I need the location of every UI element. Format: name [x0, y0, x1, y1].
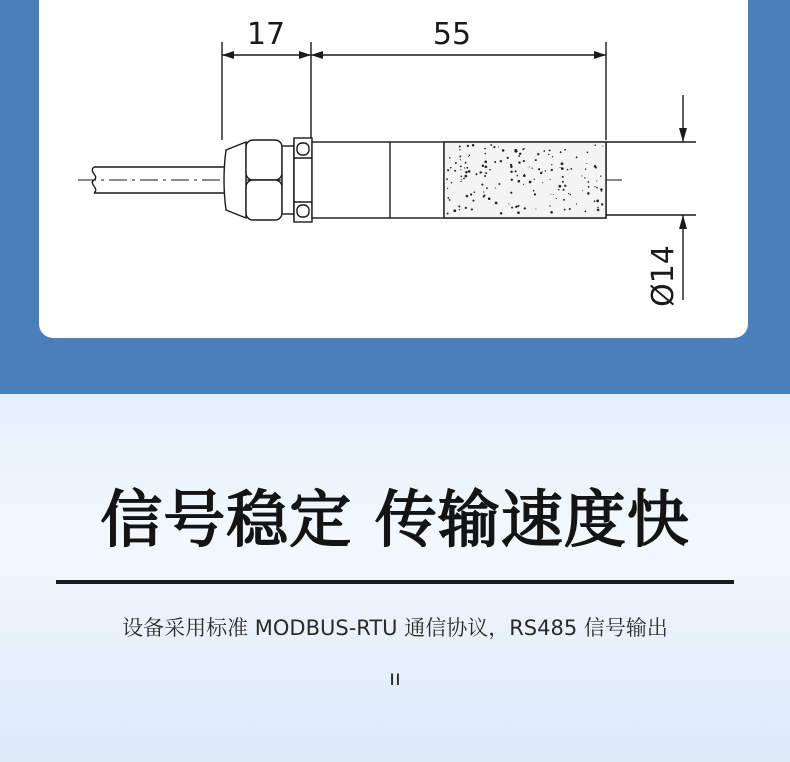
filter-speck — [510, 192, 512, 194]
filter-speck — [551, 169, 553, 171]
filter-speck — [460, 181, 461, 182]
filter-speck — [454, 170, 456, 172]
filter-speck — [535, 208, 536, 209]
filter-speck — [545, 170, 547, 172]
filter-speck — [464, 167, 465, 168]
filter-speck — [458, 205, 460, 207]
filter-speck — [581, 175, 582, 176]
filter-speck — [542, 171, 543, 172]
filter-speck — [463, 178, 465, 180]
filter-speck — [455, 162, 457, 164]
filter-speck — [469, 155, 471, 157]
filter-speck — [523, 160, 525, 162]
filter-speck — [532, 167, 533, 168]
filter-speck — [594, 200, 596, 202]
filter-speck — [596, 180, 597, 181]
filter-speck — [451, 182, 453, 184]
filter-speck — [450, 167, 452, 169]
filter-speck — [551, 164, 552, 165]
filter-speck — [601, 203, 603, 205]
filter-speck — [558, 189, 559, 190]
dim-label-17: 17 — [246, 17, 286, 52]
filter-speck — [490, 144, 492, 146]
filter-speck — [502, 149, 505, 152]
filter-speck — [481, 172, 482, 173]
filter-speck — [447, 169, 449, 171]
filter-speck — [524, 207, 526, 209]
filter-speck — [548, 154, 549, 155]
filter-speck — [467, 145, 469, 147]
filter-speck — [534, 178, 535, 179]
filter-speck — [472, 200, 474, 202]
filter-speck — [485, 153, 487, 155]
filter-speck — [495, 202, 498, 205]
dim-label-55: 55 — [432, 17, 472, 52]
filter-speck — [600, 188, 603, 191]
filter-speck — [485, 172, 487, 174]
dim-label-diameter: Ø14 — [646, 245, 681, 307]
filter-speck — [596, 200, 599, 203]
filter-speck — [465, 162, 467, 164]
filter-speck — [576, 203, 577, 204]
filter-speck — [601, 190, 602, 191]
filter-speck — [488, 197, 491, 200]
filter-speck — [560, 151, 562, 153]
filter-speck — [500, 212, 502, 214]
filter-speck — [549, 149, 551, 151]
filter-speck — [474, 191, 476, 193]
filter-speck — [523, 184, 524, 185]
filter-speck — [596, 187, 598, 189]
filter-speck — [553, 194, 554, 195]
feature-description-line-2: ıı — [389, 666, 401, 690]
filter-speck — [585, 168, 586, 169]
filter-speck — [461, 179, 462, 180]
filter-speck — [460, 175, 462, 177]
filter-speck — [600, 175, 601, 176]
filter-speck — [529, 181, 532, 184]
filter-speck — [542, 182, 543, 183]
filter-speck — [518, 205, 519, 206]
filter-speck — [570, 194, 572, 196]
filter-speck — [587, 151, 589, 153]
filter-speck — [483, 195, 485, 197]
filter-speck — [550, 211, 553, 214]
filter-speck — [556, 198, 557, 199]
filter-speck — [559, 185, 562, 188]
filter-speck — [486, 187, 488, 189]
filter-speck — [508, 203, 509, 204]
filter-speck — [519, 153, 521, 155]
filter-speck — [465, 207, 467, 209]
filter-speck — [570, 168, 572, 170]
filter-speck — [533, 190, 535, 192]
filter-speck — [564, 149, 566, 151]
filter-speck — [562, 181, 564, 183]
filter-speck — [517, 175, 518, 176]
filter-speck — [449, 199, 451, 201]
filter-speck — [498, 146, 499, 147]
filter-speck — [550, 179, 551, 180]
filter-speck — [460, 169, 461, 170]
filter-speck — [493, 146, 495, 148]
filter-speck — [468, 156, 469, 157]
dimension-drawing-card — [39, 0, 748, 338]
filter-speck — [594, 165, 597, 168]
filter-speck — [597, 209, 600, 212]
sensor-dimension-drawing — [0, 0, 790, 340]
filter-speck — [460, 166, 462, 168]
filter-speck — [495, 188, 496, 189]
filter-speck — [549, 205, 550, 206]
feature-section — [0, 394, 790, 762]
filter-speck — [466, 195, 469, 198]
feature-description-line-1: 设备采用标准 MODBUS-RTU 通信协议，RS485 信号输出 — [122, 616, 668, 640]
filter-speck — [483, 191, 484, 192]
filter-speck — [518, 180, 521, 183]
filter-speck — [561, 167, 564, 170]
filter-speck — [515, 170, 517, 172]
filter-speck — [465, 171, 467, 173]
cable-gland-nut — [224, 138, 312, 222]
filter-speck — [587, 192, 590, 195]
filter-speck — [460, 159, 461, 160]
filter-speck — [510, 166, 512, 168]
filter-speck — [534, 193, 536, 195]
filter-speck — [510, 171, 512, 173]
filter-speck — [524, 174, 525, 175]
divider-rule — [56, 580, 734, 584]
filter-speck — [447, 197, 449, 199]
filter-speck — [529, 166, 530, 167]
filter-speck — [484, 148, 486, 150]
filter-speck — [563, 189, 565, 191]
feature-headline: 信号稳定 传输速度快 — [100, 483, 690, 556]
filter-speck — [562, 176, 564, 178]
filter-speck — [587, 181, 589, 183]
filter-speck — [560, 167, 561, 168]
filter-speck — [511, 207, 513, 209]
filter-speck — [524, 175, 526, 177]
filter-speck — [447, 188, 448, 189]
filter-speck — [602, 145, 603, 146]
filter-speck — [484, 160, 487, 163]
filter-speck — [582, 190, 583, 191]
filter-speck — [522, 149, 524, 151]
filter-speck — [464, 175, 467, 178]
filter-speck — [459, 146, 461, 148]
filter-speck — [472, 144, 475, 147]
filter-speck — [576, 157, 578, 159]
filter-speck — [481, 184, 483, 186]
filter-speck — [585, 211, 587, 213]
filter-speck — [459, 149, 460, 150]
filter-speck — [485, 165, 488, 168]
filter-speck — [511, 179, 513, 181]
filter-speck — [550, 194, 551, 195]
filter-speck — [449, 157, 451, 159]
filter-speck — [564, 209, 566, 211]
filter-speck — [466, 167, 468, 169]
filter-speck — [563, 199, 565, 201]
filter-speck — [584, 177, 585, 178]
filter-speck — [459, 209, 460, 210]
sintered-filter — [444, 142, 606, 218]
filter-speck — [543, 150, 545, 152]
filter-speck — [470, 193, 472, 195]
filter-speck — [568, 193, 569, 194]
filter-speck — [588, 186, 590, 188]
filter-speck — [586, 163, 587, 164]
filter-speck — [446, 178, 448, 180]
filter-speck — [489, 169, 491, 171]
filter-speck — [569, 208, 571, 210]
filter-speck — [518, 155, 520, 157]
filter-speck — [537, 153, 539, 155]
filter-speck — [482, 165, 484, 167]
filter-speck — [517, 211, 520, 214]
filter-speck — [594, 186, 595, 187]
filter-speck — [507, 157, 509, 159]
filter-speck — [471, 208, 473, 210]
filter-speck — [476, 173, 478, 175]
filter-speck — [564, 185, 566, 187]
filter-speck — [594, 144, 596, 146]
filter-speck — [552, 156, 553, 157]
filter-speck — [597, 207, 598, 208]
filter-speck — [484, 175, 486, 177]
filter-speck — [494, 161, 496, 163]
filter-speck — [535, 159, 537, 161]
filter-speck — [515, 206, 517, 208]
filter-speck — [500, 160, 502, 162]
filter-speck — [514, 149, 517, 152]
filter-speck — [538, 168, 540, 170]
filter-speck — [453, 209, 456, 212]
filter-speck — [518, 161, 520, 163]
filter-speck — [459, 155, 461, 157]
filter-speck — [468, 170, 471, 173]
filter-speck — [567, 169, 569, 171]
filter-speck — [561, 162, 564, 165]
filter-speck — [447, 212, 449, 214]
filter-speck — [498, 183, 500, 185]
